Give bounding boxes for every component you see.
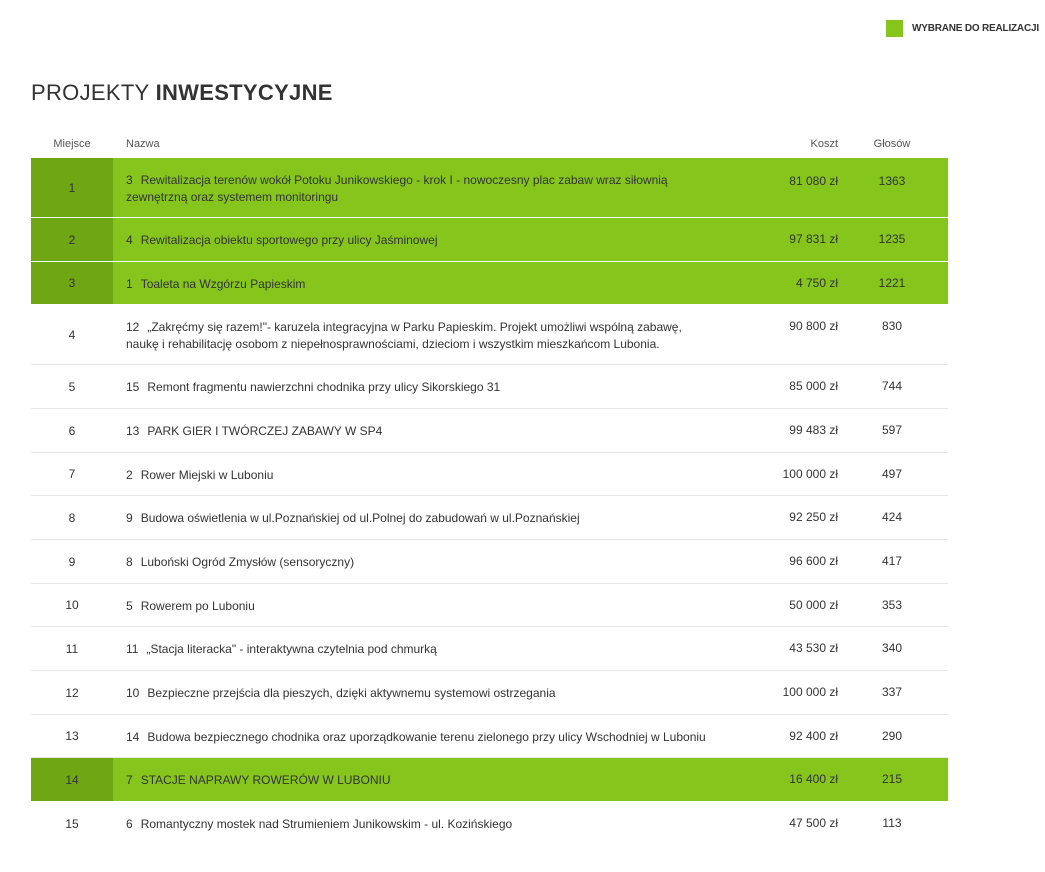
- table-row: [31, 758, 948, 802]
- table-row: [31, 627, 948, 671]
- row-name: [126, 423, 686, 440]
- legend-label: WYBRANE DO REALIZACJI: [912, 23, 1039, 34]
- row-votes: 1221: [878, 276, 906, 290]
- row-votes: 424: [881, 510, 903, 524]
- column-header-position: Miejsce: [53, 138, 91, 150]
- row-position: 10: [65, 598, 79, 612]
- row-votes: 290: [881, 729, 903, 743]
- table-row: [31, 715, 948, 758]
- row-position: 5: [68, 379, 76, 394]
- row-cost: 85 000 zł: [789, 379, 838, 393]
- project-name: Luboński Ogród Zmysłów (sensoryczny): [140, 555, 355, 569]
- column-header-votes: Głosów: [873, 138, 911, 150]
- row-position: 11: [65, 641, 79, 656]
- row-cost: 92 400 zł: [789, 729, 838, 743]
- row-votes: 337: [881, 685, 903, 699]
- row-name: [126, 772, 686, 789]
- row-votes: 744: [881, 379, 903, 393]
- project-number: 13: [126, 424, 140, 438]
- row-name: [126, 816, 686, 833]
- project-name: Rowerem po Luboniu: [140, 599, 255, 613]
- project-name: „Zakręćmy się razem!"- karuzela integracyjna w Parku Papieskim. Projekt umożliwi wspólną zabawę, naukę i rehabilitację osobom z niepełnosprawnościami, dzieciom i wszystkim mieszkańcom Lubonia.: [126, 320, 682, 351]
- table-row: [31, 365, 948, 409]
- row-votes: 497: [881, 467, 903, 481]
- column-header-cost: Koszt: [810, 138, 838, 150]
- project-number: 14: [126, 730, 140, 744]
- table-row: [31, 409, 948, 453]
- row-cost: 47 500 zł: [789, 816, 838, 830]
- column-header-name: Nazwa: [126, 138, 160, 150]
- table-row: [31, 584, 948, 627]
- table-row: [31, 218, 948, 262]
- project-name: PARK GIER I TWÓRCZEJ ZABAWY W SP4: [147, 424, 383, 438]
- row-cost: 100 000 zł: [782, 467, 838, 481]
- row-position: 1: [31, 158, 113, 217]
- project-number: 12: [126, 320, 140, 334]
- project-number: 9: [126, 511, 133, 525]
- row-votes: 215: [881, 772, 903, 786]
- project-name: Remont fragmentu nawierzchni chodnika przy ulicy Sikorskiego 31: [147, 380, 501, 394]
- project-name: Rower Miejski w Luboniu: [140, 468, 274, 482]
- project-number: 8: [126, 555, 133, 569]
- row-position: 13: [65, 729, 79, 743]
- row-name: [126, 319, 686, 353]
- row-votes: 1235: [878, 232, 906, 246]
- row-position: 15: [65, 817, 79, 831]
- row-position: 9: [68, 554, 76, 569]
- project-name: Bezpieczne przejścia dla pieszych, dzięki aktywnemu systemowi ostrzegania: [147, 686, 556, 700]
- table-header: [31, 130, 948, 158]
- row-votes: 1363: [878, 174, 906, 188]
- row-votes: 340: [881, 641, 903, 655]
- row-votes: 113: [882, 816, 902, 830]
- row-name: [126, 172, 686, 206]
- row-position: 4: [68, 327, 76, 342]
- project-number: 4: [126, 233, 133, 247]
- page-title-light: PROJEKTY: [31, 80, 150, 105]
- project-number: 2: [126, 468, 133, 482]
- row-cost: 92 250 zł: [789, 510, 838, 524]
- row-cost: 96 600 zł: [789, 554, 838, 568]
- row-cost: 90 800 zł: [789, 319, 838, 333]
- project-name: Budowa oświetlenia w ul.Poznańskiej od ul.Polnej do zabudowań w ul.Poznańskiej: [140, 511, 580, 525]
- row-position: 7: [68, 467, 76, 481]
- project-number: 11: [126, 642, 139, 656]
- row-position: 3: [31, 262, 113, 304]
- project-name: „Stacja literacka" - interaktywna czytelnia pod chmurką: [146, 642, 437, 656]
- project-number: 10: [126, 686, 140, 700]
- table-row: [31, 540, 948, 584]
- row-name: [126, 232, 686, 249]
- table-row: [31, 671, 948, 715]
- row-cost: 4 750 zł: [795, 276, 838, 290]
- row-cost: 16 400 zł: [789, 772, 838, 786]
- row-cost: 43 530 zł: [789, 641, 838, 655]
- table-row: [31, 158, 948, 218]
- page-title: [31, 80, 333, 106]
- row-votes: 353: [881, 598, 903, 612]
- page-title-bold: INWESTYCYJNE: [155, 80, 333, 105]
- table-row: [31, 496, 948, 540]
- row-votes: 597: [881, 423, 903, 437]
- legend: [886, 20, 1039, 37]
- row-position: 6: [68, 423, 76, 438]
- project-name: Budowa bezpiecznego chodnika oraz uporządkowanie terenu zielonego przy ulicy Wschodniej w Luboniu: [147, 730, 706, 744]
- row-name: [126, 467, 686, 484]
- row-name: [126, 510, 686, 527]
- project-number: 7: [126, 773, 133, 787]
- project-number: 6: [126, 817, 133, 831]
- row-cost: 97 831 zł: [789, 232, 838, 246]
- row-name: [126, 729, 726, 746]
- row-name: [126, 379, 686, 396]
- table-row: [31, 453, 948, 496]
- project-number: 1: [126, 277, 133, 291]
- project-number: 15: [126, 380, 140, 394]
- row-name: [126, 598, 686, 615]
- row-position: 12: [65, 685, 79, 700]
- projects-table: [31, 130, 948, 846]
- row-name: [126, 276, 686, 293]
- row-cost: 100 000 zł: [782, 685, 838, 699]
- row-position: 2: [31, 218, 113, 261]
- legend-swatch: [886, 20, 903, 37]
- project-number: 5: [126, 599, 133, 613]
- row-name: [126, 685, 686, 702]
- row-cost: 99 483 zł: [789, 423, 838, 437]
- project-name: Toaleta na Wzgórzu Papieskim: [140, 277, 306, 291]
- row-votes: 830: [881, 319, 903, 333]
- row-position: 14: [31, 758, 113, 801]
- project-name: Rewitalizacja terenów wokół Potoku Junikowskiego - krok I - nowoczesny plac zabaw wraz siłownią zewnętrzną oraz systemem monitoringu: [126, 173, 668, 204]
- row-name: [126, 641, 686, 658]
- project-name: STACJE NAPRAWY ROWERÓW W LUBONIU: [140, 773, 391, 787]
- table-row: [31, 802, 948, 846]
- row-position: 8: [68, 510, 76, 525]
- row-votes: 417: [881, 554, 903, 568]
- row-cost: 81 080 zł: [789, 174, 838, 188]
- project-name: Romantyczny mostek nad Strumieniem Junikowskim - ul. Kozińskiego: [140, 817, 513, 831]
- row-cost: 50 000 zł: [789, 598, 838, 612]
- row-name: [126, 554, 686, 571]
- project-name: Rewitalizacja obiektu sportowego przy ulicy Jaśminowej: [140, 233, 438, 247]
- table-row: [31, 305, 948, 365]
- table-row: [31, 262, 948, 305]
- project-number: 3: [126, 173, 133, 187]
